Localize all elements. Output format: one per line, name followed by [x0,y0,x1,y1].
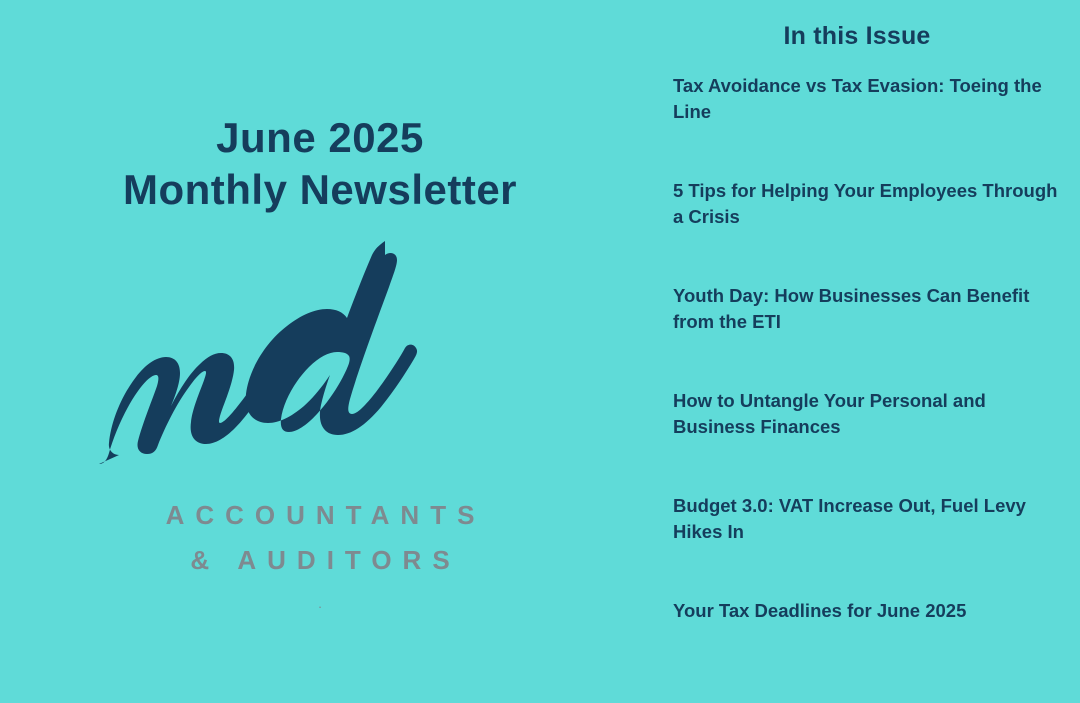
in-this-issue-panel [660,0,1080,675]
logo-subtitle-accountants: ACCOUNTANTS [165,500,486,530]
in-this-issue-heading: In this Issue [783,22,931,50]
md-wordmark-icon [85,240,555,490]
toc-item[interactable]: 5 Tips for Helping Your Employees Through a Crisis [673,180,1058,227]
table-of-contents [660,73,1080,703]
toc-item[interactable]: Budget 3.0: VAT Increase Out, Fuel Levy Hikes In [673,495,1026,542]
logo-subtitle-auditors: & AUDITORS [190,545,461,575]
page-title [0,112,640,216]
toc-item[interactable]: Youth Day: How Businesses Can Benefit from the ETI [673,285,1030,332]
toc-item[interactable]: Tax Avoidance vs Tax Evasion: Toeing the Line [673,75,1042,122]
toc-item[interactable]: How to Untangle Your Personal and Business Finances [673,390,986,437]
logo-footer-mark: . [318,596,322,611]
cover-title-line-2: Monthly Newsletter [122,166,518,214]
cover-title-line-1: June 2025 [216,114,424,161]
toc-item[interactable]: Your Tax Deadlines for June 2025 [673,600,967,621]
company-logo [0,240,640,611]
